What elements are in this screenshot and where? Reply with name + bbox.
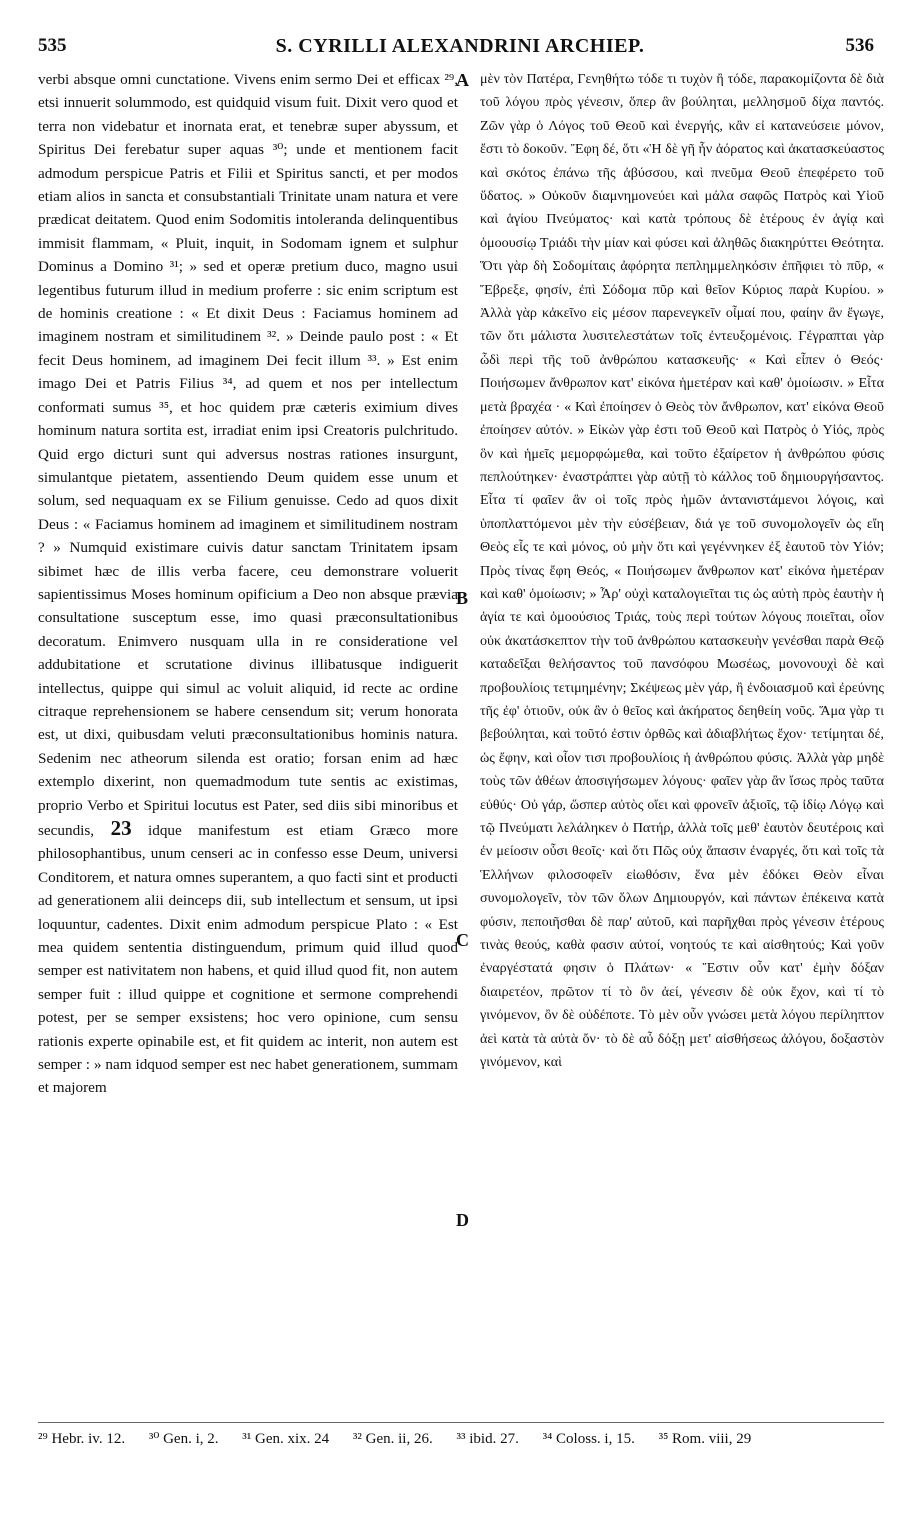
running-title: S. CYRILLI ALEXANDRINI ARCHIEP. xyxy=(275,35,645,57)
latin-text-part-1: verbi absque omni cunctatione. Vivens enim sermo Dei et efficax ²⁹, etsi innuerit solummodo, est quidquid visum fuit. Dixit vero quod et terra non videbatur et inornata erat, et tenebræ super abyssum, et Spiritus Dei ferebatur super aquas ³⁰; unde et mentionem facit admodum perspicue Patris et Filii et Spiritus sancti, et per modos etiam alios in sancta et consubstantiali Trinitate unam natura et vere prædicat deitatem. Quod enim Sodomitis intoleranda delinquentibus immisit flammam, « Pluit, inquit, in Sodomam ignem et sulphur Dominus a Domino ³¹; » sed et operæ pretium duco, magno usui legentibus futurum illud in medium proferre : sic enim scriptum est de hominis creatione : « Et dixit Deus : Faciamus hominem ad imaginem nostram et similitudinem ³². » Deinde paulo post : « Et fecit Deus hominem, ad imaginem Dei fecit illum ³³. » Est enim imago Dei et Patris Filius ³⁴, ad quem et nos per intellectum conformati sumus ³⁵, et hoc quidem præ cæteris eximium dives hominum natura sortita est, irradiat enim ipsi Creatoris pulchritudo. Quid ergo dicturi sunt qui adversus nostras rationes insurgunt, simulantque pietatem, assentiendo Deum quidem esse unum et solum, sed nequaquam ex se Filium genuisse. Cedo ad quos dixit Deus : « Faciamus hominem ad imaginem et similitudinem nostram ? » Numquid existimare cuivis datur sanctam Trinitatem ipsam sibimet hæc de illis verba facere, ceu demonstrare voluerit sapientissimus Moses hominum opificium a Deo non absque prævia consultatione susceptum esse, imo quasi præconsultationibus decoratum. Enimvero nusquam ulla in re consideratione vel addubitatione et scrutatione divinus illibatusque indiguerit intellectus, quippe qui simul ac voluit aliquid, id recte ac ordine citraque reprehensionem se habere censendum sit; verum honorata est, ut dixi, quibusdam veluti præconsultationibus hominis natura. Sedenim nec atheorum silenda est oratio; forsan enim ad hæc extemplo dixerint, non quemadmodum tute sentis ac existimas, proprio Verbo et Spiritui locutus est Pater, sed diis sibi minoribus et secundis, xyxy=(38,71,458,839)
footnote-34: ³⁴ Coloss. i, 15. xyxy=(542,1431,635,1447)
page-number-left: 535 xyxy=(38,35,67,56)
latin-text-part-2: idque manifestum est etiam Græco more philosophantibus, unum censeri ac in confesso esse Deum, universi Conditorem, et natura omnes superantem, a quo facti sint et producti ad generationem alii deinceps dii, sub intellectum et sensum, ut ipsi loquuntur, cadentes. Dixit enim admodum perspicue Plato : « Est mea quidem sententia distinguendum, primum quid illud quod semper est nativitatem non habens, et quid illud quod fit, non autem semper fuit : illud quippe et cognitione et sermone comprehendi potest, per se semper exsistens; hoc vero opinione, cum sensu rationis experte opinabile est, et fit quidem ac interit, non autem est semper : » nam idquod semper est nec habet generationem, summam et majorem xyxy=(38,822,458,1097)
margin-letter-d: D xyxy=(456,1210,469,1230)
footnote-31: ³¹ Gen. xix. 24 xyxy=(242,1431,330,1447)
footnote-30: ³⁰ Gen. i, 2. xyxy=(148,1431,219,1447)
margin-letter-b: B xyxy=(456,588,469,608)
footnote-29: ²⁹ Hebr. iv. 12. xyxy=(38,1431,126,1447)
greek-column xyxy=(480,68,884,1418)
latin-text xyxy=(38,68,458,1100)
page-number-right: 536 xyxy=(845,35,874,56)
margin-letter-a: A xyxy=(456,70,469,90)
footnote-33: ³³ ibid. 27. xyxy=(456,1431,519,1447)
footnote-35: ³⁵ Rom. viii, 29 xyxy=(658,1431,752,1447)
column-number-marker: 23 xyxy=(110,816,132,840)
latin-column xyxy=(38,68,458,1418)
greek-text: μὲν τὸν Πατέρα, Γενηθήτω τόδε τι τυχὸν ἢ τόδε, παρακομίζοντα δὲ διὰ τοῦ λόγου πρὸς γένεσιν, ὅπερ ἂν βούληται, μελλησμοῦ δίχα παντός. Ζῶν γὰρ ὁ Λόγος τοῦ Θεοῦ καὶ ἐνεργής, κἂν εἰ κατανεύσειε μόνον, ἔστι τὸ δοκοῦν. Ἔφη δέ, ὅτι «Ἡ δὲ γῆ ἦν ἀόρατος καὶ ἀκατασκεύαστος καὶ σκότος ἐπάνω τῆς ἀβύσσου, καὶ πνεῦμα Θεοῦ ἐπεφέρετο τοῦ ὕδατος. » Οὐκοῦν διαμνημονεύει καὶ μάλα σαφῶς Πατρὸς καὶ Υἱοῦ καὶ ἁγίου Πνεύματος· καὶ κατὰ τρόπους δὲ ἑτέρους ἐν ἁγίᾳ καὶ ὁμοουσίῳ Τριάδι τὴν μίαν καὶ φύσει καὶ ἀληθῶς διακηρύττει Θεότητα. Ὅτι γὰρ δὴ Σοδομίταις ἀφόρητα πεπλημμεληκόσιν ἐπῆφιει τὸ πῦρ, « Ἔβρεξε, φησίν, ἐπὶ Σόδομα πῦρ καὶ θεῖον Κύριος παρὰ Κυρίου. » Ἀλλὰ γὰρ κἀκεῖνο εἰς μέσον παρενεγκεῖν οἶμαί που, φαίην ἂν ἔγωγε, τῶν ὅτι μάλιστα λυσιτελεστάτων τοῖς ἐντευξομένοις. Γέγραπται γὰρ ὧδὶ περὶ τῆς τοῦ ἀνθρώπου κατασκευῆς· « Καὶ εἶπεν ὁ Θεός· Ποιήσωμεν ἄνθρωπον κατ' εἰκόνα ἡμετέραν καὶ καθ' ὁμοίωσιν. » Εἶτα μετὰ βραχέα · « Καὶ ἐποίησεν ὁ Θεὸς τὸν ἄνθρωπον, κατ' εἰκόνα Θεοῦ ἐποίησεν αὐτόν. » Εἰκὼν γὰρ ἐστι τοῦ Θεοῦ καὶ Πατρὸς ὁ Υἱός, πρὸς ὃν καὶ ἡμεῖς μεμορφώμεθα, καὶ τοῦτο ἐξαίρετον ἡ ἀνθρώπου φύσις πεπλούτηκεν· ἐναστράπτει γὰρ αὐτῇ τὸ κάλλος τοῦ δημιουργήσαντος. Εἶτα τί φαῖεν ἂν οἱ τοῖς πρὸς ἡμῶν ἀντανιστάμενοι λόγοις, καὶ ὑποπλαττόμενοι μὲν τὴν εὐσέβειαν, διά γε τοῦ συνομολογεῖν ὡς εἴη Θεὸς εἷς τε καὶ μόνος, οὐ μὴν ὅτι καὶ γεγέννηκεν ἐξ ἑαυτοῦ τὸν Υἱόν; Πρὸς τίνας ἔφη Θεός, « Ποιήσωμεν ἄνθρωπον κατ' εἰκόνα ἡμετέραν καὶ καθ' ὁμοίωσιν; » Ἆρ' οὐχὶ καταλογιεῖται τις ὡς αὐτὴ πρὸς ἑαυτὴν ἡ ἁγία τε καὶ ὁμοούσιος Τριάς, τοὺς περὶ τούτων λόγους ποιεῖται, οἷον οὐκ ἀκατάσκεπτον τὴν τοῦ ἀνθρώπου κατασκευὴν γενέσθαι παρὰ Θεῷ καταδεῖξαι θελήσαντος τοῦ πανσόφου Μωσέως, μονονουχὶ δὲ καὶ προβουλίοις τετιμημένην; Σκέψεως μὲν γάρ, ἢ ἐνδοιασμοῦ καὶ ἐρεύνης τῆς ἐφ' ὁτιοῦν, οὐκ ἂν ὁ θεῖος καὶ ἀκήρατος δεηθείη νοῦς. Ἅμα γὰρ τι βεβούληται, καὶ τοῦτό ἐστιν ὀρθῶς καὶ ἀδιαβλήτως ἔχον· τετίμηται δέ, ὡς ἔφην, καὶ οἷον τισι προβουλίοις ἡ ἀνθρώπου φύσις. Ἀλλὰ γὰρ μηδὲ τοὺς τῶν ἀθέων ἀποσιγήσωμεν λόγους· φαῖεν γὰρ ἂν ἴσως πρὸς ταῦτα εὐθύς· Οὐ γάρ, ὥσπερ αὐτὸς οἴει καὶ φρονεῖν ἀξιοῖς, τῷ ἰδίῳ Λόγῳ καὶ τῷ Πνεύματι λελάληκεν ὁ Πατήρ, ἀλλὰ τοῖς μεθ' ἑαυτὸν δευτέροις καὶ ἐν μείοσιν οὖσι θεοῖς· καὶ ὅτι Πῶς οὐχ ἅπασιν ἐναργές, ὅτι καὶ τοῖς τὰ Ἑλλήνων φιλοσοφεῖν εἰωθόσιν, ἕνα μὲν ἐδόκει Θεὸν εἶναι συνομολογεῖν, τὸν τῶν ὅλων Δημιουργόν, καὶ πάντων ἐπέκεινα κατὰ φύσιν, πεποιῆσθαι δὲ παρ' αὐτοῦ, καὶ παρῆχθαι πρὸς γένεσιν ἑτέρους τινὰς θεούς, καθὰ φασιν αὐτοί, νοητούς τε καὶ αἰσθητούς; Καὶ γοῦν ἐναργέστατά φησιν ὁ Πλάτων· « Ἔστιν οὖν κατ' ἐμὴν δόξαν διαιρετέον, πρῶτον τί τὸ ὂν ἀεί, γένεσιν δὲ οὐκ ἔχον, καὶ τί τὸ γινόμενον, ὂν δὲ οὐδέποτε. Τὸ μὲν οὖν γνώσει μετὰ λόγου περίληπτον ἀεὶ κατὰ τὰ αὐτὰ ὄν· τὸ δὲ αὖ δόξῃ μετ' αἰσθήσεως ἀλόγου, δοξαστὸν γινόμενον, καὶ xyxy=(480,71,884,1071)
footnote-32: ³² Gen. ii, 26. xyxy=(352,1431,433,1447)
margin-letter-c: C xyxy=(456,930,469,950)
footnote-rule xyxy=(38,1422,884,1423)
footnotes xyxy=(38,1428,884,1450)
